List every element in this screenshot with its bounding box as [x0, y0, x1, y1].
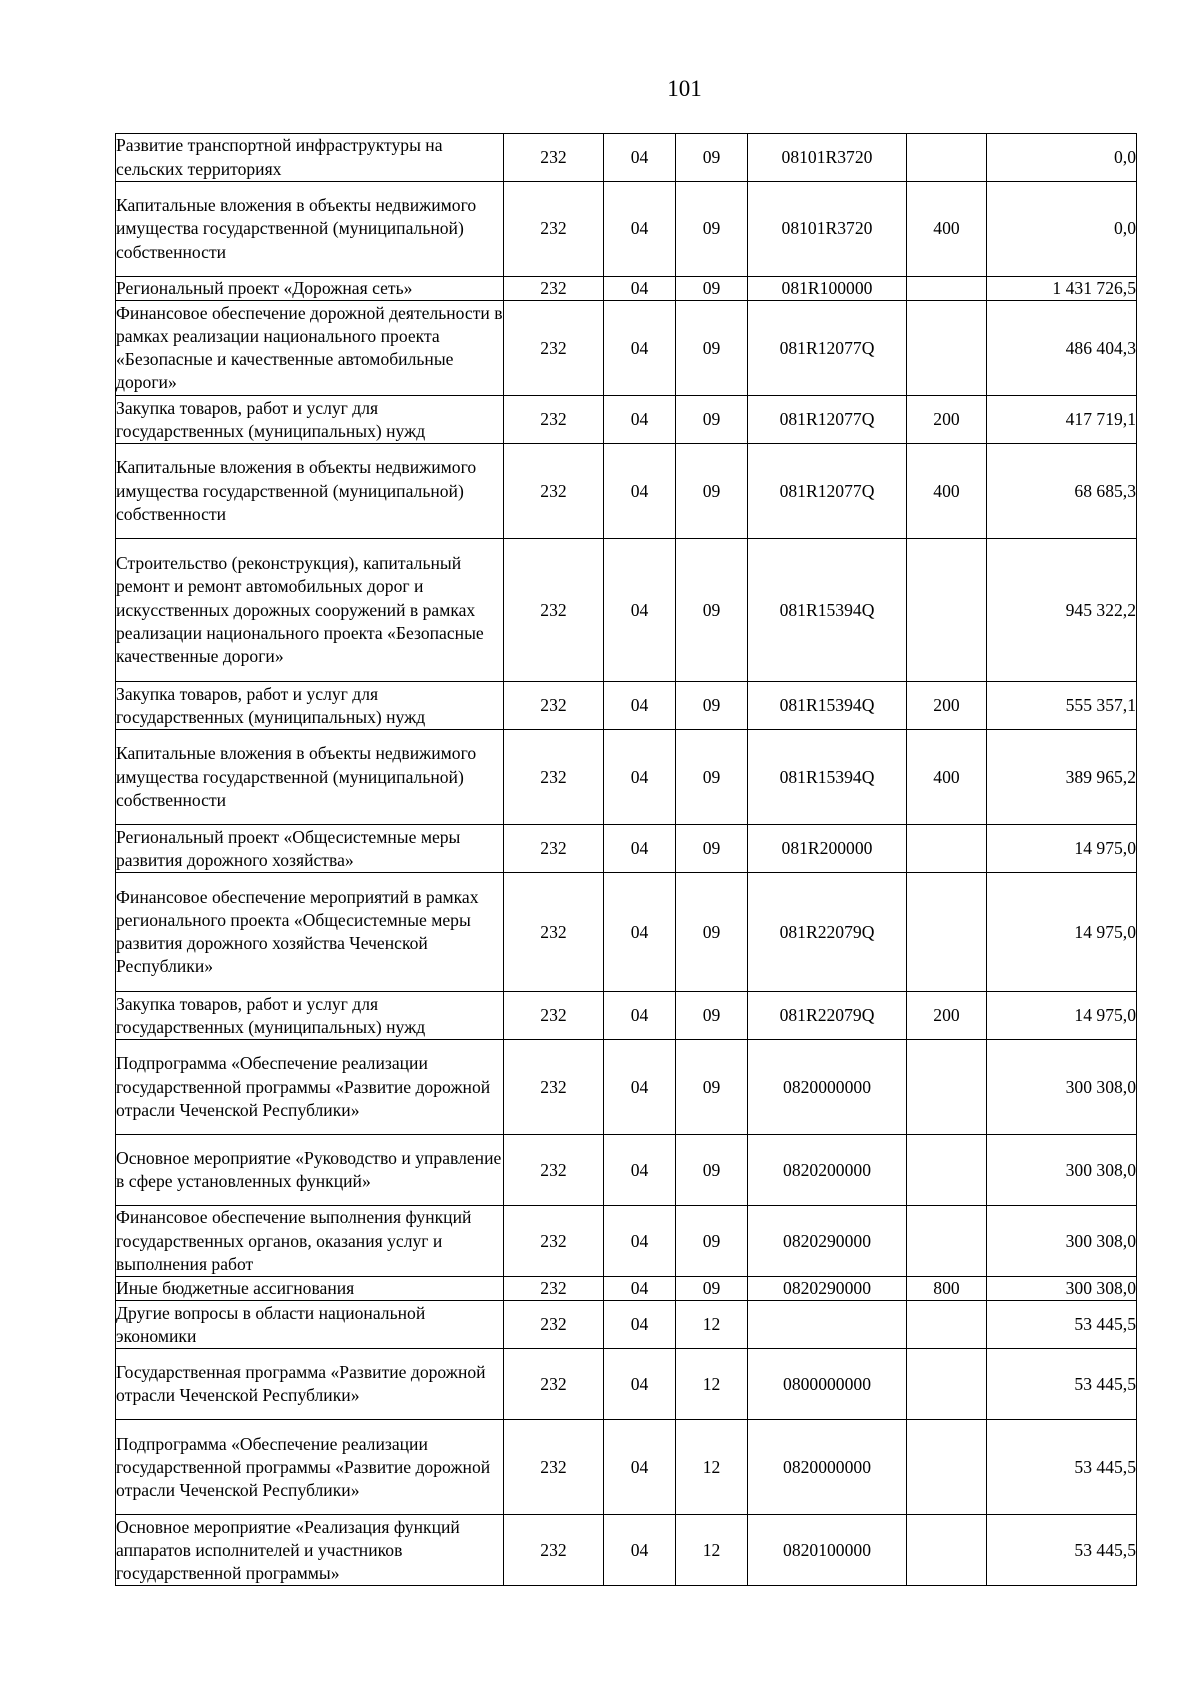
row-name: Закупка товаров, работ и услуг для государственных (муниципальных) нужд [116, 682, 504, 730]
row-name: Региональный проект «Общесистемные меры развития дорожного хозяйства» [116, 825, 504, 873]
subsection-code: 09 [676, 1206, 748, 1277]
table-row [116, 1135, 1137, 1206]
row-name: Государственная программа «Развитие дорожной отрасли Чеченской Республики» [116, 1349, 504, 1420]
dept-code: 232 [504, 1135, 604, 1206]
table-row [116, 730, 1137, 825]
row-name: Иные бюджетные ассигнования [116, 1277, 504, 1301]
section-code: 04 [604, 444, 676, 539]
dept-code: 232 [504, 134, 604, 182]
table-row [116, 1040, 1137, 1135]
amount: 300 308,0 [987, 1135, 1137, 1206]
row-name: Основное мероприятие «Руководство и управление в сфере установленных функций» [116, 1135, 504, 1206]
section-code: 04 [604, 730, 676, 825]
dept-code: 232 [504, 992, 604, 1040]
expense-type-code: 200 [907, 992, 987, 1040]
subsection-code: 12 [676, 1420, 748, 1515]
row-name: Другие вопросы в области национальной экономики [116, 1301, 504, 1349]
section-code: 04 [604, 1040, 676, 1135]
expense-type-code [907, 1040, 987, 1135]
target-article-code: 0820290000 [748, 1206, 907, 1277]
dept-code: 232 [504, 730, 604, 825]
row-name: Финансовое обеспечение выполнения функций государственных органов, оказания услуг и выполнения работ [116, 1206, 504, 1277]
target-article-code: 0820000000 [748, 1040, 907, 1135]
target-article-code: 0820290000 [748, 1277, 907, 1301]
expense-type-code [907, 1135, 987, 1206]
amount: 14 975,0 [987, 992, 1137, 1040]
dept-code: 232 [504, 444, 604, 539]
expense-type-code: 400 [907, 444, 987, 539]
section-code: 04 [604, 1135, 676, 1206]
subsection-code: 12 [676, 1515, 748, 1586]
subsection-code: 09 [676, 992, 748, 1040]
subsection-code: 09 [676, 825, 748, 873]
subsection-code: 09 [676, 444, 748, 539]
dept-code: 232 [504, 301, 604, 396]
section-code: 04 [604, 134, 676, 182]
row-name: Капитальные вложения в объекты недвижимого имущества государственной (муниципальной) собственности [116, 730, 504, 825]
dept-code: 232 [504, 1420, 604, 1515]
table-row [116, 1515, 1137, 1586]
table-row [116, 1301, 1137, 1349]
amount: 300 308,0 [987, 1040, 1137, 1135]
subsection-code: 09 [676, 539, 748, 682]
target-article-code: 081R15394Q [748, 682, 907, 730]
table-row [116, 1349, 1137, 1420]
subsection-code: 09 [676, 1277, 748, 1301]
page-number: 101 [667, 76, 702, 101]
table-row [116, 1277, 1137, 1301]
expense-type-code [907, 1349, 987, 1420]
amount: 300 308,0 [987, 1206, 1137, 1277]
amount: 945 322,2 [987, 539, 1137, 682]
table-row [116, 396, 1137, 444]
amount: 68 685,3 [987, 444, 1137, 539]
row-name: Капитальные вложения в объекты недвижимого имущества государственной (муниципальной) собственности [116, 182, 504, 277]
row-name: Финансовое обеспечение мероприятий в рамках регионального проекта «Общесистемные меры развития дорожного хозяйства Чеченской Республики» [116, 873, 504, 992]
subsection-code: 09 [676, 873, 748, 992]
table-row [116, 682, 1137, 730]
row-name: Основное мероприятие «Реализация функций аппаратов исполнителей и участников государственной программы» [116, 1515, 504, 1586]
table-row [116, 1420, 1137, 1515]
amount: 0,0 [987, 134, 1137, 182]
subsection-code: 09 [676, 396, 748, 444]
target-article-code [748, 1301, 907, 1349]
expense-type-code [907, 873, 987, 992]
row-name: Закупка товаров, работ и услуг для государственных (муниципальных) нужд [116, 992, 504, 1040]
section-code: 04 [604, 1277, 676, 1301]
section-code: 04 [604, 1206, 676, 1277]
expense-type-code [907, 301, 987, 396]
amount: 53 445,5 [987, 1349, 1137, 1420]
subsection-code: 09 [676, 1040, 748, 1135]
row-name: Региональный проект «Дорожная сеть» [116, 277, 504, 301]
target-article-code: 08101R3720 [748, 134, 907, 182]
target-article-code: 08101R3720 [748, 182, 907, 277]
section-code: 04 [604, 682, 676, 730]
dept-code: 232 [504, 1206, 604, 1277]
expense-type-code [907, 1515, 987, 1586]
target-article-code: 081R200000 [748, 825, 907, 873]
amount: 14 975,0 [987, 825, 1137, 873]
target-article-code: 081R22079Q [748, 992, 907, 1040]
row-name: Финансовое обеспечение дорожной деятельности в рамках реализации национального проекта «Безопасные и качественные автомобильные дороги» [116, 301, 504, 396]
target-article-code: 081R100000 [748, 277, 907, 301]
table-row [116, 992, 1137, 1040]
subsection-code: 09 [676, 682, 748, 730]
dept-code: 232 [504, 1349, 604, 1420]
amount: 53 445,5 [987, 1301, 1137, 1349]
expense-type-code [907, 1206, 987, 1277]
section-code: 04 [604, 539, 676, 682]
amount: 1 431 726,5 [987, 277, 1137, 301]
amount: 486 404,3 [987, 301, 1137, 396]
dept-code: 232 [504, 1301, 604, 1349]
dept-code: 232 [504, 182, 604, 277]
target-article-code: 081R15394Q [748, 539, 907, 682]
dept-code: 232 [504, 682, 604, 730]
dept-code: 232 [504, 396, 604, 444]
subsection-code: 12 [676, 1349, 748, 1420]
table-row [116, 301, 1137, 396]
row-name: Подпрограмма «Обеспечение реализации государственной программы «Развитие дорожной отрасли Чеченской Республики» [116, 1040, 504, 1135]
subsection-code: 09 [676, 1135, 748, 1206]
row-name: Капитальные вложения в объекты недвижимого имущества государственной (муниципальной) собственности [116, 444, 504, 539]
table-row [116, 134, 1137, 182]
amount: 300 308,0 [987, 1277, 1137, 1301]
section-code: 04 [604, 873, 676, 992]
expense-type-code [907, 134, 987, 182]
section-code: 04 [604, 992, 676, 1040]
table-row [116, 539, 1137, 682]
amount: 417 719,1 [987, 396, 1137, 444]
section-code: 04 [604, 301, 676, 396]
expense-type-code: 400 [907, 182, 987, 277]
subsection-code: 09 [676, 730, 748, 825]
target-article-code: 081R12077Q [748, 396, 907, 444]
target-article-code: 0820100000 [748, 1515, 907, 1586]
amount: 14 975,0 [987, 873, 1137, 992]
target-article-code: 0820200000 [748, 1135, 907, 1206]
expense-type-code: 200 [907, 396, 987, 444]
amount: 555 357,1 [987, 682, 1137, 730]
target-article-code: 0820000000 [748, 1420, 907, 1515]
expense-type-code: 800 [907, 1277, 987, 1301]
expense-type-code [907, 1301, 987, 1349]
section-code: 04 [604, 1349, 676, 1420]
amount: 53 445,5 [987, 1420, 1137, 1515]
table-row [116, 873, 1137, 992]
expense-type-code [907, 825, 987, 873]
dept-code: 232 [504, 539, 604, 682]
subsection-code: 09 [676, 301, 748, 396]
expense-type-code: 200 [907, 682, 987, 730]
dept-code: 232 [504, 1515, 604, 1586]
row-name: Подпрограмма «Обеспечение реализации государственной программы «Развитие дорожной отрасли Чеченской Республики» [116, 1420, 504, 1515]
expense-type-code [907, 539, 987, 682]
row-name: Развитие транспортной инфраструктуры на сельских территориях [116, 134, 504, 182]
table-row [116, 277, 1137, 301]
table-row [116, 444, 1137, 539]
expense-type-code [907, 277, 987, 301]
budget-table [115, 133, 1137, 1586]
amount: 0,0 [987, 182, 1137, 277]
target-article-code: 081R12077Q [748, 301, 907, 396]
section-code: 04 [604, 825, 676, 873]
subsection-code: 09 [676, 277, 748, 301]
dept-code: 232 [504, 873, 604, 992]
dept-code: 232 [504, 1040, 604, 1135]
subsection-code: 12 [676, 1301, 748, 1349]
subsection-code: 09 [676, 134, 748, 182]
amount: 53 445,5 [987, 1515, 1137, 1586]
dept-code: 232 [504, 825, 604, 873]
section-code: 04 [604, 1420, 676, 1515]
expense-type-code: 400 [907, 730, 987, 825]
table-row [116, 1206, 1137, 1277]
row-name: Строительство (реконструкция), капитальный ремонт и ремонт автомобильных дорог и искусственных дорожных сооружений в рамках реализации национального проекта «Безопасные качественные дороги» [116, 539, 504, 682]
table-row [116, 182, 1137, 277]
target-article-code: 0800000000 [748, 1349, 907, 1420]
section-code: 04 [604, 1515, 676, 1586]
section-code: 04 [604, 277, 676, 301]
section-code: 04 [604, 182, 676, 277]
dept-code: 232 [504, 277, 604, 301]
target-article-code: 081R22079Q [748, 873, 907, 992]
table-row [116, 825, 1137, 873]
target-article-code: 081R15394Q [748, 730, 907, 825]
expense-type-code [907, 1420, 987, 1515]
subsection-code: 09 [676, 182, 748, 277]
target-article-code: 081R12077Q [748, 444, 907, 539]
section-code: 04 [604, 396, 676, 444]
amount: 389 965,2 [987, 730, 1137, 825]
dept-code: 232 [504, 1277, 604, 1301]
row-name: Закупка товаров, работ и услуг для государственных (муниципальных) нужд [116, 396, 504, 444]
section-code: 04 [604, 1301, 676, 1349]
